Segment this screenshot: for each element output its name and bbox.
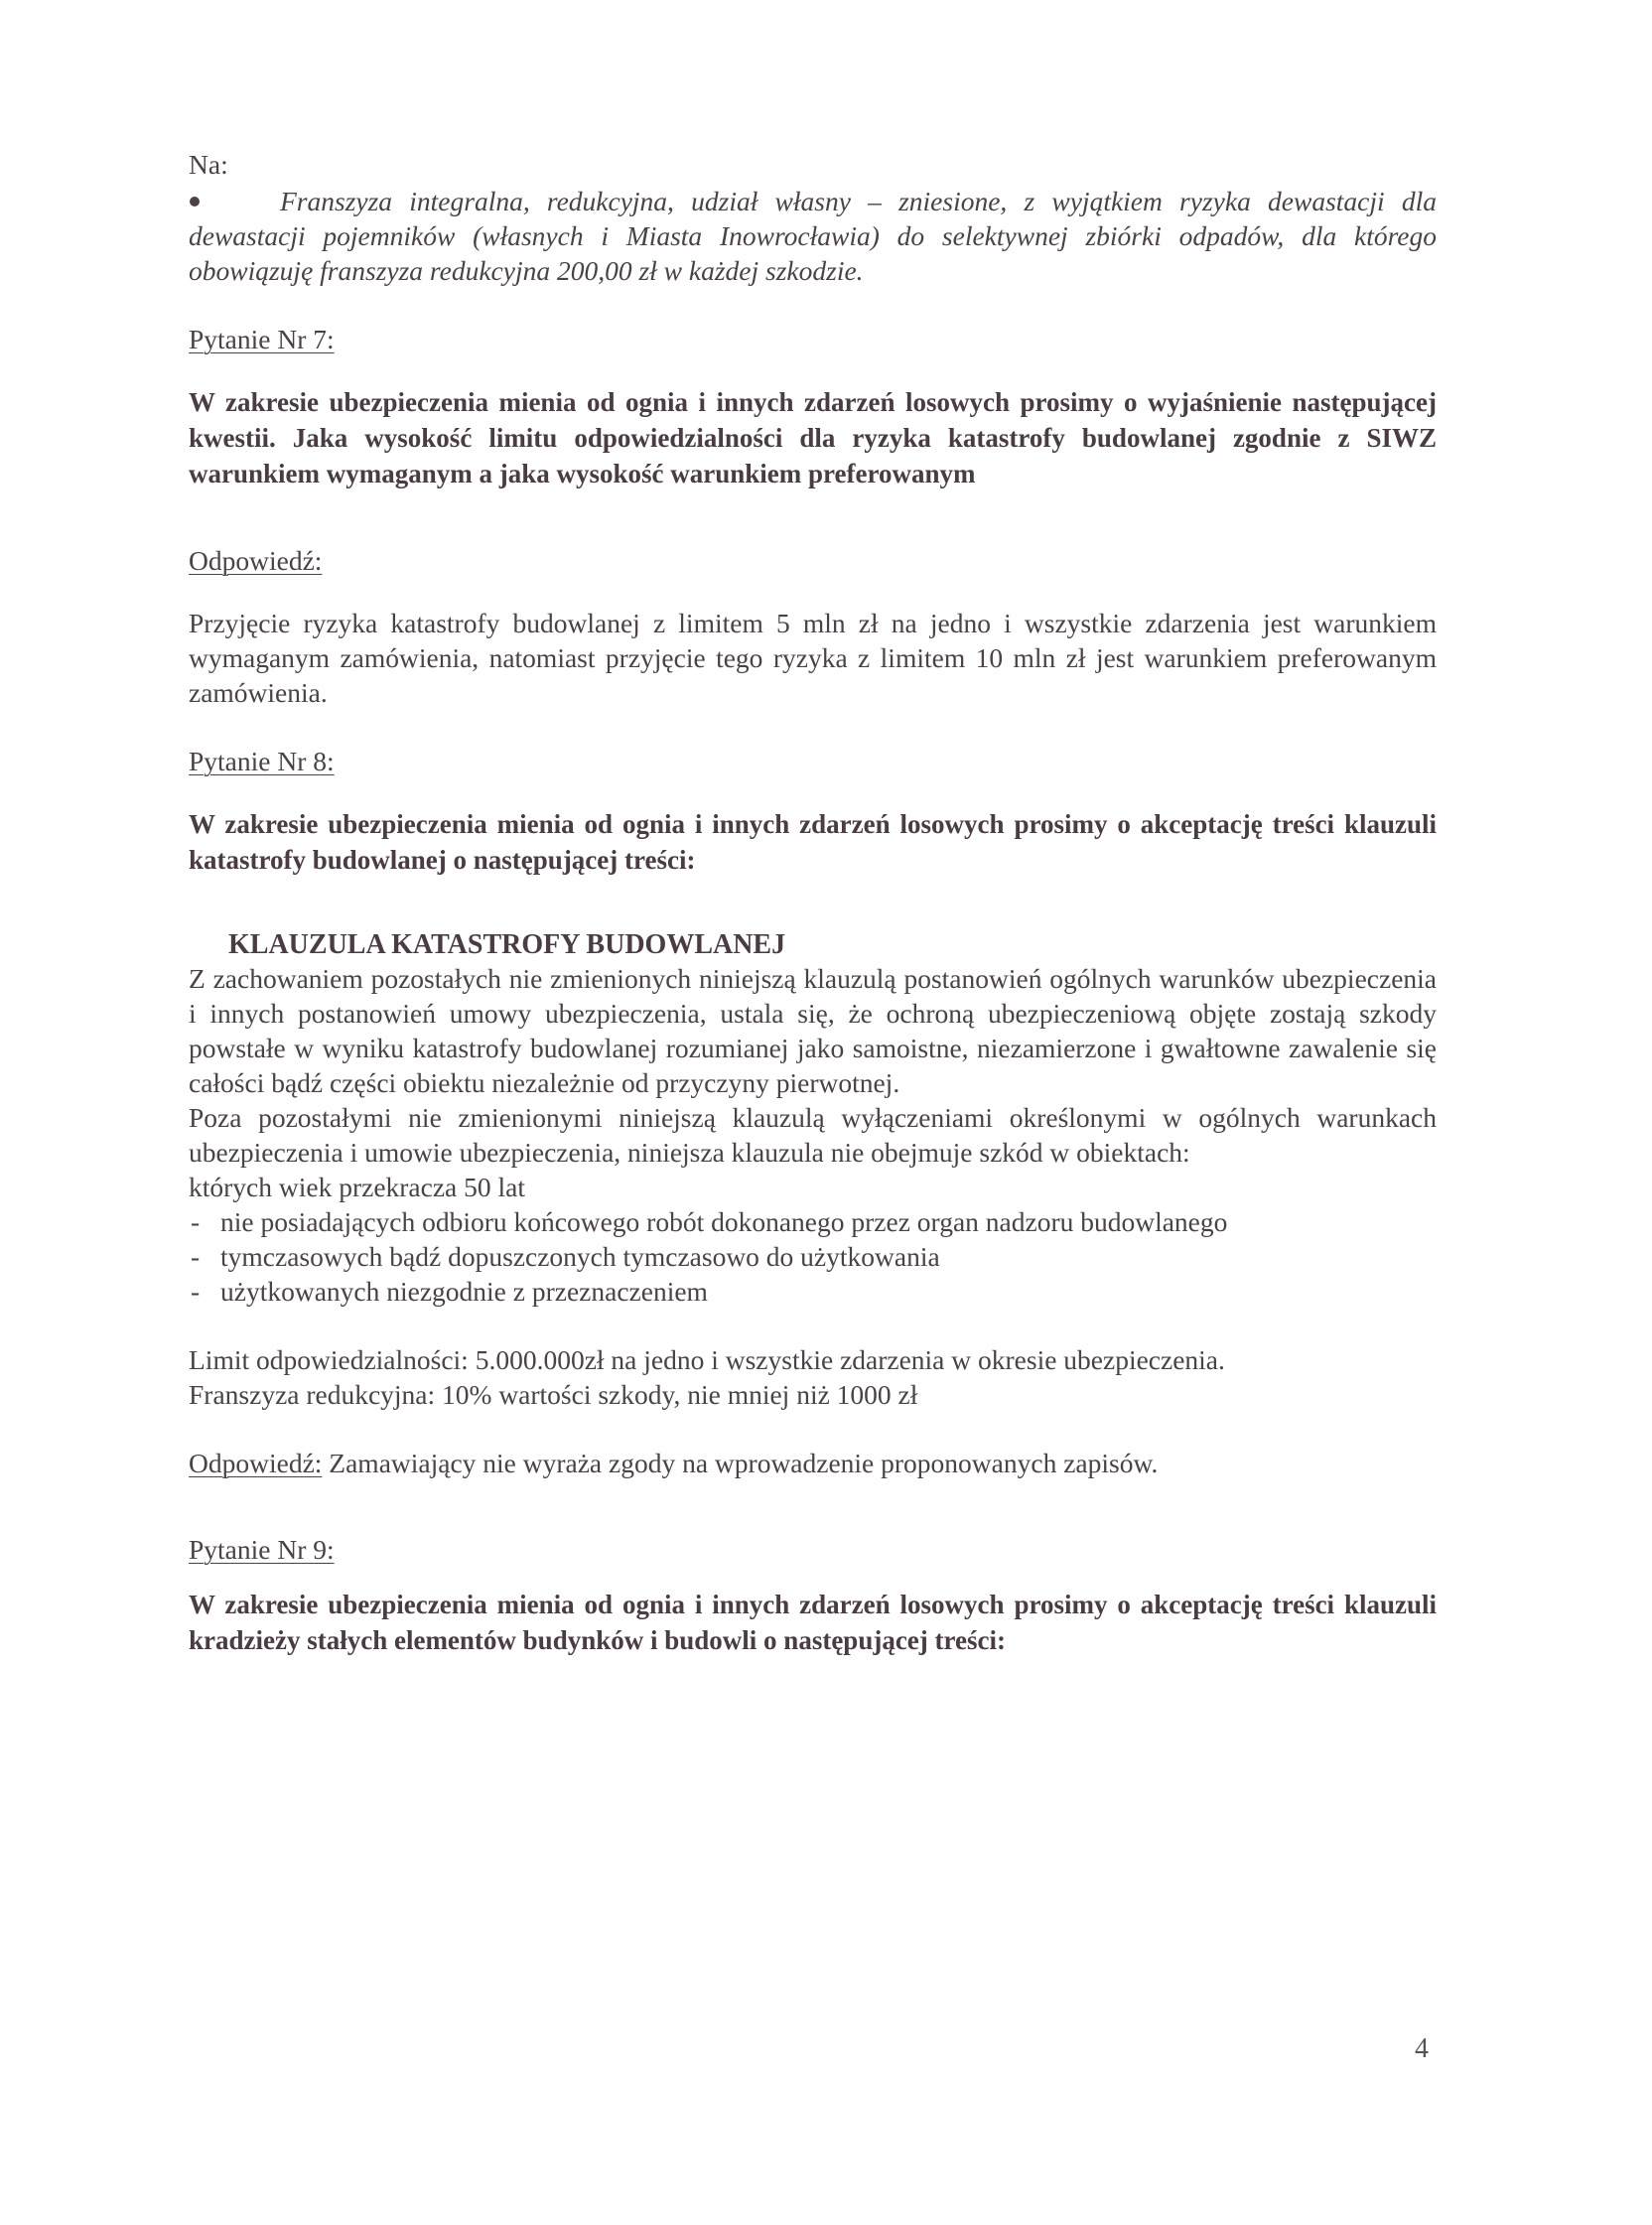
clause-paragraph-2: Poza pozostałymi nie zmienionymi niniejszą klauzulą wyłączeniami określonymi w ogólnych warunkach ubezpieczenia i umowie ubezpieczenia, niniejsza klauzula nie obejmuje szkód w obiektach: (189, 1102, 1437, 1168)
question-7-label: Pytanie Nr 7: (189, 324, 335, 354)
dash-bullet: - (191, 1206, 201, 1237)
clause-deductible: Franszyza redukcyjna: 10% wartości szkody, nie mniej niż 1000 zł (189, 1379, 918, 1410)
answer-8-label: Odpowiedź: (189, 1448, 323, 1478)
exclusion-text: tymczasowych bądź dopuszczonych tymczasowo do użytkowania (220, 1241, 940, 1272)
na-bullet-item (189, 184, 1437, 288)
exclusion-item (189, 1204, 1437, 1239)
answer-7-label: Odpowiedź: (189, 545, 323, 576)
answer-7-text: Przyjęcie ryzyka katastrofy budowlanej z limitem 5 mln zł na jedno i wszystkie zdarzenia jest warunkiem wymaganym zamówienia, natomiast przyjęcie tego ryzyka z limitem 10 mln zł jest warunkiem preferowanym zamówienia. (189, 608, 1437, 708)
question-9-label: Pytanie Nr 9: (189, 1534, 335, 1565)
exclusion-text: nie posiadających odbioru końcowego robót dokonanego przez organ nadzoru budowlanego (220, 1206, 1228, 1237)
clause-title: KLAUZULA KATASTROFY BUDOWLANEJ (228, 929, 786, 960)
exclusion-text: użytkowanych niezgodnie z przeznaczeniem (220, 1276, 708, 1307)
question-7-text: W zakresie ubezpieczenia mienia od ognia i innych zdarzeń losowych prosimy o wyjaśnienie następującej kwestii. Jaka wysokość limitu odpowiedzialności dla ryzyka katastrofy budowlanej zgodnie z SIWZ warunkiem wymaganym a jaka wysokość warunkiem preferowanym (189, 387, 1437, 488)
clause-exclusion-first: których wiek przekracza 50 lat (189, 1172, 525, 1202)
dash-bullet: - (191, 1241, 201, 1272)
clause-paragraph-1: Z zachowaniem pozostałych nie zmienionych niniejszą klauzulą postanowień ogólnych warunków ubezpieczenia i innych postanowień umowy ubezpieczenia, ustala się, że ochroną ubezpieczeniową objęte zostają szkody powstałe w wyniku katastrofy budowlanej rozumianej jako samoistne, niezamierzone i gwałtowne zawalenie się całości bądź części obiektu niezależnie od przyczyny pierwotnej. (189, 963, 1437, 1098)
na-bullet-text: Franszyza integralna, redukcyjna, udział własny – zniesione, z wyjątkiem ryzyka dewastacji dla dewastacji pojemników (własnych i Miasta Inowrocławia) do selektywnej zbiórki odpadów, dla którego obowiązuję franszyza redukcyjna 200,00 zł w każdej szkodzie. (189, 186, 1437, 286)
question-9-text: W zakresie ubezpieczenia mienia od ognia i innych zdarzeń losowych prosimy o akceptację treści klauzuli kradzieży stałych elementów budynków i budowli o następującej treści: (189, 1590, 1437, 1655)
exclusion-item (189, 1239, 1437, 1274)
answer-8 (189, 1446, 1437, 1480)
document-page (189, 147, 1437, 1658)
bullet-icon (189, 184, 280, 218)
question-8-text: W zakresie ubezpieczenia mienia od ognia i innych zdarzeń losowych prosimy o akceptację treści klauzuli katastrofy budowlanej o następującej treści: (189, 809, 1437, 875)
na-label: Na: (189, 149, 228, 180)
page-number: 4 (1415, 2033, 1429, 2064)
question-8-label: Pytanie Nr 8: (189, 746, 335, 776)
dash-bullet: - (191, 1276, 201, 1307)
exclusion-item (189, 1274, 1437, 1309)
clause-limit: Limit odpowiedzialności: 5.000.000zł na jedno i wszystkie zdarzenia w okresie ubezpieczenia. (189, 1344, 1225, 1375)
answer-8-text: Zamawiający nie wyraża zgody na wprowadzenie proponowanych zapisów. (322, 1448, 1159, 1478)
